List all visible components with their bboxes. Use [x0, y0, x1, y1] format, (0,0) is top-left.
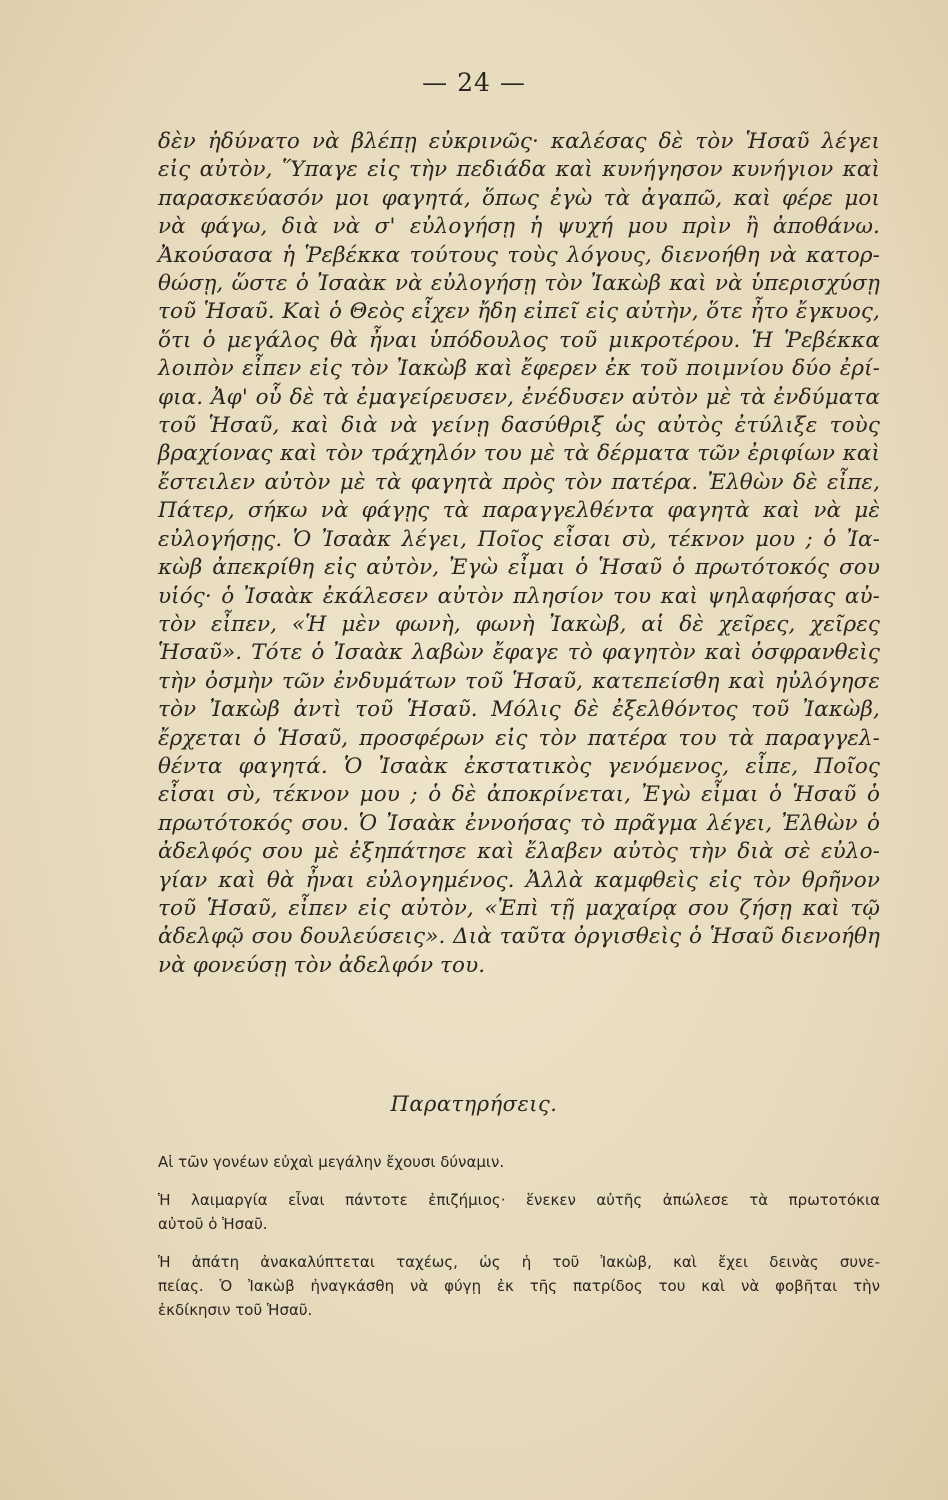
text-line: τὸν Ἰακὼβ ἀντὶ τοῦ Ἡσαῦ. Μόλις δὲ ἐξελθόντος τοῦ Ἰακὼβ,: [158, 697, 880, 723]
text-line: Ἀκούσασα ἡ Ῥεβέκκα τούτους τοὺς λόγους, διενοήθη νὰ κατορ-: [158, 242, 880, 268]
notes-block: [158, 1150, 880, 1336]
text-line: εὐλογήσῃς. Ὁ Ἰσαὰκ λέγει, Ποῖος εἶσαι σὺ, τέκνον μου ; ὁ Ἰα-: [158, 526, 880, 552]
text-line: κὼβ ἀπεκρίθη εἰς αὐτὸν, Ἐγὼ εἶμαι ὁ Ἡσαῦ ὁ πρωτότοκός σου: [158, 555, 880, 581]
text-line: παρασκεύασόν μοι φαγητά, ὅπως ἐγὼ τὰ ἀγαπῶ, καὶ φέρε μοι: [158, 185, 880, 211]
text-line: τοῦ Ἡσαῦ. Καὶ ὁ Θεὸς εἶχεν ἤδη εἰπεῖ εἰς αὐτὴν, ὅτε ἦτο ἔγκυος,: [158, 299, 880, 325]
note-paragraph: [158, 1188, 880, 1236]
text-line: ἀδελφός σου μὲ ἐξηπάτησε καὶ ἔλαβεν αὐτὸς τὴν διὰ σὲ εὐλο-: [158, 839, 880, 865]
note-line: πείας. Ὁ Ἰακὼβ ἠναγκάσθη νὰ φύγῃ ἐκ τῆς πατρίδος του καὶ νὰ φοβῆται τὴν: [158, 1277, 880, 1295]
text-line: Πάτερ, σήκω νὰ φάγῃς τὰ παραγγελθέντα φαγητὰ καὶ νὰ μὲ: [158, 498, 880, 524]
text-line: τὴν ὀσμὴν τῶν ἐνδυμάτων τοῦ Ἡσαῦ, κατεπείσθη καὶ ηὐλόγησε: [158, 668, 880, 694]
text-line: νὰ φάγω, διὰ νὰ σ' εὐλογήσῃ ἡ ψυχή μου πρὶν ἢ ἀποθάνω.: [158, 214, 880, 240]
text-line: πρωτότοκός σου. Ὁ Ἰσαὰκ ἐννοήσας τὸ πρᾶγμα λέγει, Ἐλθὼν ὁ: [158, 810, 880, 836]
note-line: αὐτοῦ ὁ Ἡσαῦ.: [158, 1215, 268, 1233]
text-line: ἀδελφῷ σου δουλεύσεις». Διὰ ταῦτα ὀργισθεὶς ὁ Ἡσαῦ διενοήθη: [158, 924, 880, 950]
note-line: Αἱ τῶν γονέων εὐχαὶ μεγάλην ἔχουσι δύναμιν.: [158, 1153, 505, 1171]
text-line: ἔρχεται ὁ Ἡσαῦ, προσφέρων εἰς τὸν πατέρα του τὰ παραγγελ-: [158, 725, 880, 751]
text-line: τὸν εἶπεν, «Ἡ μὲν φωνὴ, φωνὴ Ἰακὼβ, αἱ δὲ χεῖρες, χεῖρες: [158, 611, 880, 637]
text-line: Ἡσαῦ». Τότε ὁ Ἰσαὰκ λαβὼν ἔφαγε τὸ φαγητὸν καὶ ὀσφρανθεὶς: [158, 640, 880, 666]
note-line: Ἡ λαιμαργία εἶναι πάντοτε ἐπιζήμιος· ἕνεκεν αὐτῆς ἀπώλεσε τὰ πρωτοτόκια: [158, 1191, 880, 1209]
text-line: θέντα φαγητά. Ὁ Ἰσαὰκ ἐκστατικὸς γενόμενος, εἶπε, Ποῖος: [158, 753, 880, 779]
text-line: λοιπὸν εἶπεν εἰς τὸν Ἰακὼβ καὶ ἔφερεν ἐκ τοῦ ποιμνίου δύο ἐρί-: [158, 356, 880, 382]
text-line: εἰς αὐτὸν, Ὕπαγε εἰς τὴν πεδιάδα καὶ κυνήγησον κυνήγιον καὶ: [158, 157, 880, 183]
text-line: γίαν καὶ θὰ ἦναι εὐλογημένος. Ἀλλὰ καμφθεὶς εἰς τὸν θρῆνον: [158, 867, 880, 893]
main-text-block: [158, 128, 880, 980]
text-line: θώσῃ, ὥστε ὁ Ἰσαὰκ νὰ εὐλογήσῃ τὸν Ἰακὼβ καὶ νὰ ὑπερισχύσῃ: [158, 271, 880, 297]
text-line: ὅτι ὁ μεγάλος θὰ ἦναι ὑπόδουλος τοῦ μικροτέρου. Ἡ Ῥεβέκκα: [158, 327, 880, 353]
note-line: Ἡ ἀπάτη ἀνακαλύπτεται ταχέως, ὡς ἡ τοῦ Ἰακὼβ, καὶ ἔχει δεινὰς συνε-: [158, 1253, 880, 1271]
text-line: εἶσαι σὺ, τέκνον μου ; ὁ δὲ ἀποκρίνεται, Ἐγὼ εἶμαι ὁ Ἡσαῦ ὁ: [158, 782, 880, 808]
text-line: δὲν ἠδύνατο νὰ βλέπῃ εὐκρινῶς· καλέσας δὲ τὸν Ἡσαῦ λέγει: [158, 129, 880, 154]
text-line: τοῦ Ἡσαῦ, εἶπεν εἰς αὐτὸν, «Ἐπὶ τῇ μαχαίρᾳ σου ζήσῃ καὶ τῷ: [158, 895, 880, 921]
section-title: Παρατηρήσεις.: [390, 1092, 558, 1116]
note-line: ἐκδίκησιν τοῦ Ἡσαῦ.: [158, 1301, 313, 1319]
text-line: νὰ φονεύσῃ τὸν ἀδελφόν του.: [158, 952, 486, 978]
page-number: — 24 —: [422, 68, 526, 97]
note-paragraph: [158, 1250, 880, 1322]
note-paragraph: [158, 1150, 880, 1174]
text-line: τοῦ Ἡσαῦ, καὶ διὰ νὰ γείνῃ δασύθριξ ὡς αὐτὸς ἐτύλιξε τοὺς: [158, 413, 880, 439]
text-line: υἱός· ὁ Ἰσαὰκ ἐκάλεσεν αὐτὸν πλησίον του καὶ ψηλαφήσας αὐ-: [158, 583, 880, 609]
text-line: βραχίονας καὶ τὸν τράχηλόν του μὲ τὰ δέρματα τῶν ἐριφίων καὶ: [158, 441, 880, 467]
text-line: ἔστειλεν αὐτὸν μὲ τὰ φαγητὰ πρὸς τὸν πατέρα. Ἐλθὼν δὲ εἶπε,: [158, 469, 880, 495]
text-line: φια. Ἀφ' οὗ δὲ τὰ ἐμαγείρευσεν, ἐνέδυσεν αὐτὸν μὲ τὰ ἐνδύματα: [158, 384, 880, 410]
